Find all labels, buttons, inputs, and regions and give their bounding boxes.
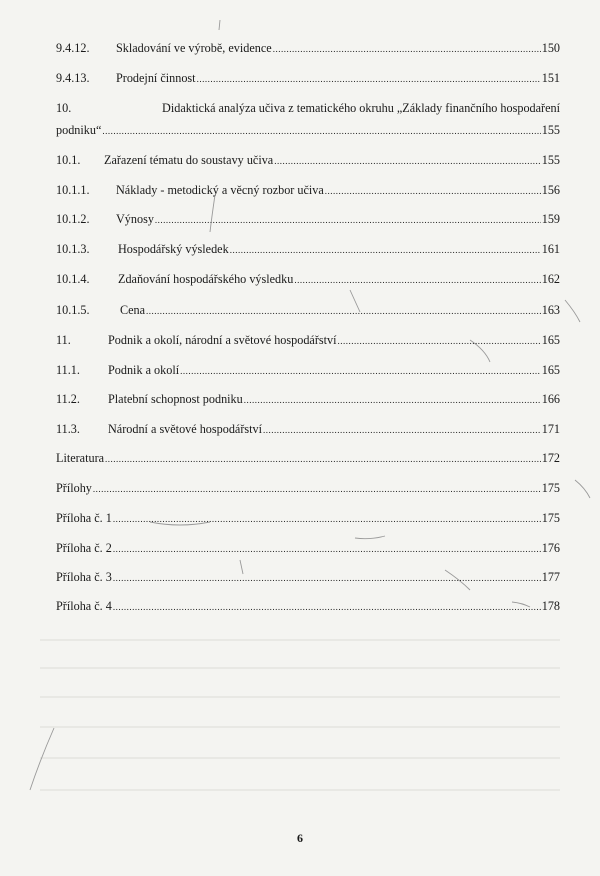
toc-entry — [56, 211, 560, 227]
toc-entry — [56, 332, 560, 348]
toc-entry-page: 165 — [541, 363, 560, 377]
toc-leader-dots — [244, 392, 541, 408]
toc-entry-title: Skladování ve výrobě, evidence — [116, 41, 272, 55]
toc-entry-title-line1: Didaktická analýza učiva z tematického okruhu „Základy finančního hospodaření — [162, 101, 560, 115]
toc-entry-title: Náklady - metodický a věcný rozbor učiva — [116, 183, 324, 197]
toc-entry-title: Podnik a okolí, národní a světové hospodářství — [108, 333, 337, 347]
toc-entry — [56, 450, 560, 466]
toc-entry — [56, 480, 560, 496]
toc-entry — [56, 510, 560, 526]
toc-entry-page: 155 — [541, 123, 560, 137]
toc-entry-page: 150 — [541, 41, 560, 55]
toc-entry-title: podniku“ — [56, 123, 102, 137]
toc-leader-dots — [93, 481, 541, 497]
toc-entry-title: Prodejní činnost — [116, 71, 196, 85]
toc-entry-number: 10.1.3. — [56, 242, 90, 256]
toc-entry-number: 10. — [56, 101, 72, 115]
toc-entry-title: Přílohy — [56, 481, 92, 495]
toc-entry-number: 10.1.1. — [56, 183, 90, 197]
toc-entry-title: Platební schopnost podniku — [108, 392, 243, 406]
toc-entry-page: 161 — [541, 242, 560, 256]
toc-entry-10-line2 — [56, 122, 560, 138]
toc-entry — [56, 302, 560, 318]
toc-entry — [56, 70, 560, 86]
toc-leader-dots — [113, 570, 541, 586]
toc-entry-number: 11.3. — [56, 422, 80, 436]
toc-leader-dots — [263, 422, 541, 438]
toc-entry-number: 10.1.4. — [56, 272, 90, 286]
toc-leader-dots — [325, 183, 541, 199]
toc-entry-title: Hospodářský výsledek — [118, 242, 229, 256]
toc-entry-page: 165 — [541, 333, 560, 347]
toc-entry-page: 172 — [541, 451, 560, 465]
toc-leader-dots — [155, 212, 541, 228]
toc-leader-dots — [273, 41, 541, 57]
toc-entry — [56, 569, 560, 585]
toc-entry-title: Příloha č. 1 — [56, 511, 112, 525]
toc-entry-page: 171 — [541, 422, 560, 436]
toc-entry-10-line1 — [56, 100, 560, 116]
toc-leader-dots — [180, 363, 541, 379]
toc-leader-dots — [274, 153, 541, 169]
toc-entry — [56, 182, 560, 198]
toc-entry-page: 166 — [541, 392, 560, 406]
toc-leader-dots — [113, 599, 541, 615]
toc-entry-page: 159 — [541, 212, 560, 226]
toc-entry-page: 176 — [541, 541, 560, 555]
toc-leader-dots — [102, 123, 540, 139]
toc-entry — [56, 391, 560, 407]
toc-entry-number: 11.1. — [56, 363, 80, 377]
toc-leader-dots — [113, 541, 541, 557]
toc-entry-title: Zdaňování hospodářského výsledku — [118, 272, 294, 286]
toc-entry-number: 9.4.12. — [56, 41, 90, 55]
toc-entry-title: Příloha č. 2 — [56, 541, 112, 555]
toc-leader-dots — [338, 333, 541, 349]
toc-entry — [56, 241, 560, 257]
toc-entry-page: 162 — [541, 272, 560, 286]
page-number: 6 — [297, 831, 303, 845]
toc-leader-dots — [230, 242, 541, 258]
toc-entry-page: 178 — [541, 599, 560, 613]
toc-entry-title: Národní a světové hospodářství — [108, 422, 263, 436]
toc-entry-title: Výnosy — [116, 212, 154, 226]
toc-entry-page: 155 — [541, 153, 560, 167]
toc-entry-number: 11. — [56, 333, 71, 347]
toc-entry-title: Zařazení tématu do soustavy učiva — [104, 153, 274, 167]
toc-entry-title: Příloha č. 3 — [56, 570, 112, 584]
toc-entry — [56, 40, 560, 56]
toc-entry-number: 10.1.2. — [56, 212, 90, 226]
toc-entry-page: 156 — [541, 183, 560, 197]
toc-entry-number: 11.2. — [56, 392, 80, 406]
toc-entry-page: 163 — [541, 303, 560, 317]
toc-entry-page: 175 — [541, 511, 560, 525]
toc-entry-page: 175 — [541, 481, 560, 495]
toc-leader-dots — [113, 511, 541, 527]
toc-entry-number: 10.1. — [56, 153, 81, 167]
toc-entry-page: 151 — [541, 71, 560, 85]
toc-entry-title: Cena — [120, 303, 146, 317]
toc-leader-dots — [197, 71, 541, 87]
toc-entry — [56, 271, 560, 287]
toc-leader-dots — [105, 451, 541, 467]
toc-entry — [56, 540, 560, 556]
toc-entry — [56, 362, 560, 378]
toc-entry-page: 177 — [541, 570, 560, 584]
toc-entry-title: Podnik a okolí — [108, 363, 180, 377]
toc-leader-dots — [146, 303, 541, 319]
toc-entry-title: Příloha č. 4 — [56, 599, 112, 613]
toc-entry-number: 10.1.5. — [56, 303, 90, 317]
toc-entry-number: 9.4.13. — [56, 71, 90, 85]
toc-entry — [56, 598, 560, 614]
toc-entry — [56, 152, 560, 168]
toc-leader-dots — [294, 272, 540, 288]
toc-entry — [56, 421, 560, 437]
toc-entry-title: Literatura — [56, 451, 105, 465]
